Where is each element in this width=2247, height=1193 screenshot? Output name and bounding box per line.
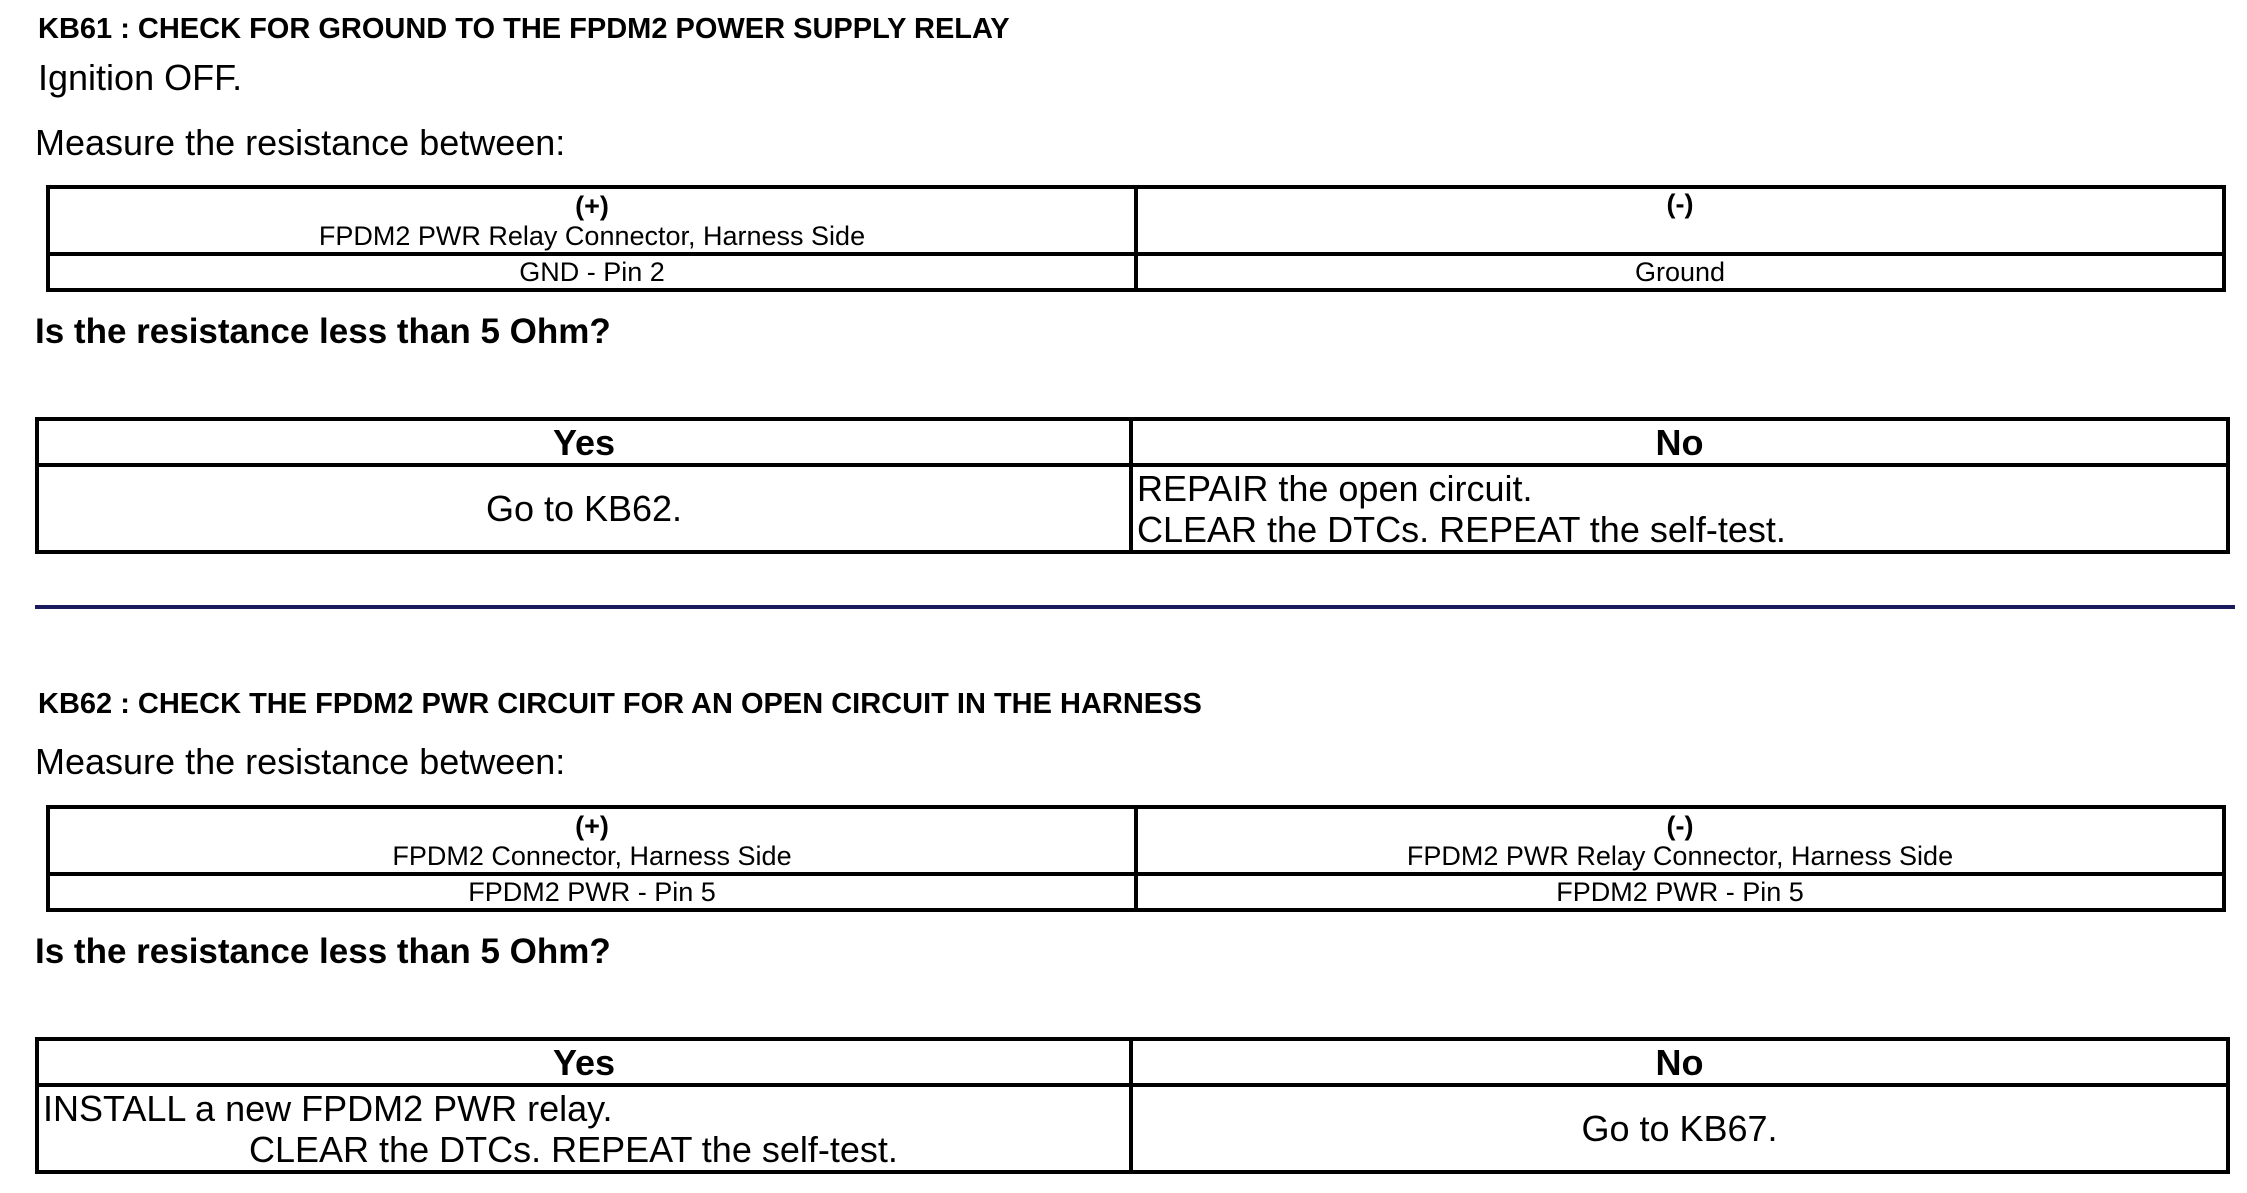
plus-sign: (+) xyxy=(575,810,609,841)
result-action-row xyxy=(37,465,2228,552)
plus-probe-header xyxy=(48,187,1136,254)
no-action xyxy=(1131,465,2228,552)
no-header: No xyxy=(1131,419,2228,465)
kb61-question: Is the resistance less than 5 Ohm? xyxy=(35,312,611,351)
section-divider xyxy=(35,605,2235,609)
yes-header: Yes xyxy=(37,1039,1131,1085)
measurement-header-row xyxy=(48,187,2224,254)
no-action-line-2: CLEAR the DTCs. REPEAT the self-test. xyxy=(1137,508,1786,550)
minus-sign: (-) xyxy=(1666,810,1694,841)
yes-header: Yes xyxy=(37,419,1131,465)
minus-sign: (-) xyxy=(1666,189,1694,219)
kb61-measure-label: Measure the resistance between: xyxy=(35,122,566,163)
yes-action xyxy=(37,1085,1131,1172)
kb62-measurement-table xyxy=(46,805,2226,912)
kb62-question: Is the resistance less than 5 Ohm? xyxy=(35,932,611,971)
kb62-result-table xyxy=(35,1037,2230,1174)
plus-connector-label: FPDM2 PWR Relay Connector, Harness Side xyxy=(318,220,866,251)
yes-action-line-1: INSTALL a new FPDM2 PWR relay. xyxy=(43,1087,613,1129)
kb62-step-title: KB62 : CHECK THE FPDM2 PWR CIRCUIT FOR AN OPEN CIRCUIT IN THE HARNESS xyxy=(38,688,1202,720)
no-action-line-1: REPAIR the open circuit. xyxy=(1137,467,1533,509)
plus-probe-header xyxy=(48,807,1136,874)
plus-sign: (+) xyxy=(575,190,609,221)
kb61-step-title: KB61 : CHECK FOR GROUND TO THE FPDM2 POWER SUPPLY RELAY xyxy=(38,13,1010,45)
no-header: No xyxy=(1131,1039,2228,1085)
minus-probe-header xyxy=(1136,807,2224,874)
kb62-measure-label: Measure the resistance between: xyxy=(35,741,566,782)
measurement-value-row xyxy=(48,254,2224,290)
result-header-row xyxy=(37,419,2228,465)
kb61-result-table xyxy=(35,417,2230,554)
kb61-instruction: Ignition OFF. xyxy=(38,57,243,98)
measurement-header-row xyxy=(48,807,2224,874)
yes-action-line-2: CLEAR the DTCs. REPEAT the self-test. xyxy=(249,1128,898,1170)
minus-connector-label: FPDM2 PWR Relay Connector, Harness Side xyxy=(1406,840,1954,871)
result-header-row xyxy=(37,1039,2228,1085)
minus-pin-value: Ground xyxy=(1136,254,2224,290)
plus-connector-label: FPDM2 Connector, Harness Side xyxy=(392,840,792,871)
no-action: Go to KB67. xyxy=(1131,1085,2228,1172)
minus-probe-header xyxy=(1136,187,2224,254)
measurement-value-row xyxy=(48,874,2224,910)
plus-pin-value: GND - Pin 2 xyxy=(48,254,1136,290)
kb61-measurement-table xyxy=(46,185,2226,292)
yes-action: Go to KB62. xyxy=(37,465,1131,552)
minus-pin-value: FPDM2 PWR - Pin 5 xyxy=(1136,874,2224,910)
result-action-row xyxy=(37,1085,2228,1172)
plus-pin-value: FPDM2 PWR - Pin 5 xyxy=(48,874,1136,910)
